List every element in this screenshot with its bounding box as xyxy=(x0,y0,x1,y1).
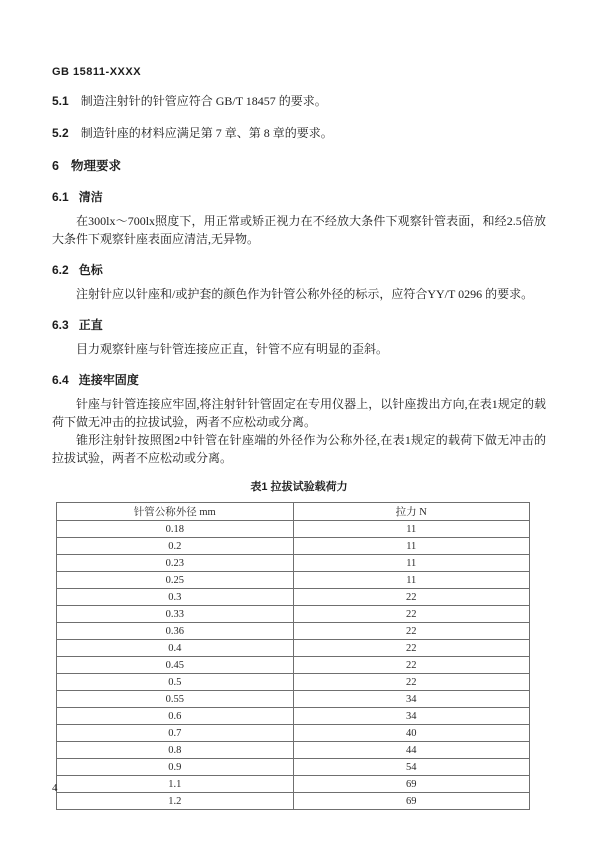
subsection-heading-6-1 xyxy=(52,188,546,206)
clause-number: 5.2 xyxy=(52,126,69,140)
document-number: GB 15811-XXXX xyxy=(52,66,142,78)
table-cell: 0.9 xyxy=(57,759,294,776)
subsection-heading-6-4 xyxy=(52,371,546,389)
table-cell: 0.33 xyxy=(57,606,294,623)
table-cell: 40 xyxy=(293,725,530,742)
paragraph: 在300lx～700lx照度下，用正常或矫正视力在不经放大条件下观察针管表面，和经2.5倍放大条件下观察针座表面应清洁,无异物。 xyxy=(52,214,546,246)
table-cell: 1.2 xyxy=(57,793,294,810)
table-cell: 0.23 xyxy=(57,555,294,572)
table-row xyxy=(57,759,530,776)
pull-test-load-table xyxy=(56,502,530,810)
subsection-heading-6-3 xyxy=(52,316,546,334)
subsection-number: 6.1 xyxy=(52,190,69,204)
table-row xyxy=(57,708,530,725)
table-cell: 69 xyxy=(293,793,530,810)
paragraph: 注射针应以针座和/或护套的颜色作为针管公称外径的标示，应符合YY/T 0296 的要求。 xyxy=(76,287,534,301)
subsection-title: 色标 xyxy=(78,263,103,277)
table-cell: 0.4 xyxy=(57,640,294,657)
table-cell: 11 xyxy=(293,521,530,538)
table-row xyxy=(57,572,530,589)
table-cell: 11 xyxy=(293,572,530,589)
paragraph: 目力观察针座与针管连接应正直，针管不应有明显的歪斜。 xyxy=(76,342,389,356)
table-row xyxy=(57,742,530,759)
table-row xyxy=(57,555,530,572)
table-cell: 0.6 xyxy=(57,708,294,725)
table-cell: 34 xyxy=(293,708,530,725)
paragraph: 针座与针管连接应牢固,将注射针针管固定在专用仪器上，以针座拨出方向,在表1规定的载荷下做无冲击的拉拔试验，两者不应松动或分离。 xyxy=(52,397,546,429)
subsection-number: 6.3 xyxy=(52,318,69,332)
table-cell: 11 xyxy=(293,555,530,572)
table-row xyxy=(57,657,530,674)
table-row xyxy=(57,776,530,793)
section-number: 6 xyxy=(52,159,59,173)
clause-5-2 xyxy=(52,124,546,142)
table-row xyxy=(57,623,530,640)
table-row xyxy=(57,674,530,691)
table-cell: 22 xyxy=(293,589,530,606)
table-header-cell-diameter: 针管公称外径 mm xyxy=(57,503,294,521)
subsection-number: 6.4 xyxy=(52,373,69,387)
subsection-title: 连接牢固度 xyxy=(78,373,139,387)
table-row xyxy=(57,589,530,606)
table-row xyxy=(57,521,530,538)
page-number: 4 xyxy=(52,782,58,794)
subsection-heading-6-2 xyxy=(52,261,546,279)
table-cell: 11 xyxy=(293,538,530,555)
paragraph: 锥形注射针按照图2中针管在针座端的外径作为公称外径,在表1规定的载荷下做无冲击的拉拔试验，两者不应松动或分离。 xyxy=(52,433,546,465)
table-cell: 0.36 xyxy=(57,623,294,640)
table-cell: 0.2 xyxy=(57,538,294,555)
table-cell: 0.45 xyxy=(57,657,294,674)
table-cell: 0.5 xyxy=(57,674,294,691)
table-cell: 44 xyxy=(293,742,530,759)
subsection-number: 6.2 xyxy=(52,263,69,277)
table-cell: 0.8 xyxy=(57,742,294,759)
table-row xyxy=(57,725,530,742)
table-cell: 0.25 xyxy=(57,572,294,589)
clause-5-1 xyxy=(52,92,546,110)
section-heading-6 xyxy=(52,157,546,175)
table-cell: 34 xyxy=(293,691,530,708)
table-cell: 22 xyxy=(293,623,530,640)
table-row xyxy=(57,793,530,810)
table-cell: 22 xyxy=(293,606,530,623)
table-cell: 0.3 xyxy=(57,589,294,606)
table-caption: 表1 拉拔试验载荷力 xyxy=(250,481,348,493)
table-row xyxy=(57,538,530,555)
table-cell: 22 xyxy=(293,640,530,657)
table-cell: 69 xyxy=(293,776,530,793)
table-cell: 0.18 xyxy=(57,521,294,538)
clause-number: 5.1 xyxy=(52,94,69,108)
subsection-title: 清洁 xyxy=(78,190,103,204)
table-cell: 22 xyxy=(293,674,530,691)
clause-text: 制造注射针的针管应符合 GB/T 18457 的要求。 xyxy=(80,94,327,108)
table-row xyxy=(57,691,530,708)
table-cell: 22 xyxy=(293,657,530,674)
table-cell: 54 xyxy=(293,759,530,776)
table-row xyxy=(57,640,530,657)
subsection-title: 正直 xyxy=(78,318,103,332)
table-cell: 0.7 xyxy=(57,725,294,742)
table-row xyxy=(57,606,530,623)
table-cell: 1.1 xyxy=(57,776,294,793)
table-cell: 0.55 xyxy=(57,691,294,708)
table-header-row xyxy=(57,503,530,521)
load-table-body xyxy=(57,521,530,810)
clause-text: 制造针座的材料应满足第 7 章、第 8 章的要求。 xyxy=(80,126,333,140)
table-header-cell-force: 拉力 N xyxy=(293,503,530,521)
section-title: 物理要求 xyxy=(70,159,121,173)
